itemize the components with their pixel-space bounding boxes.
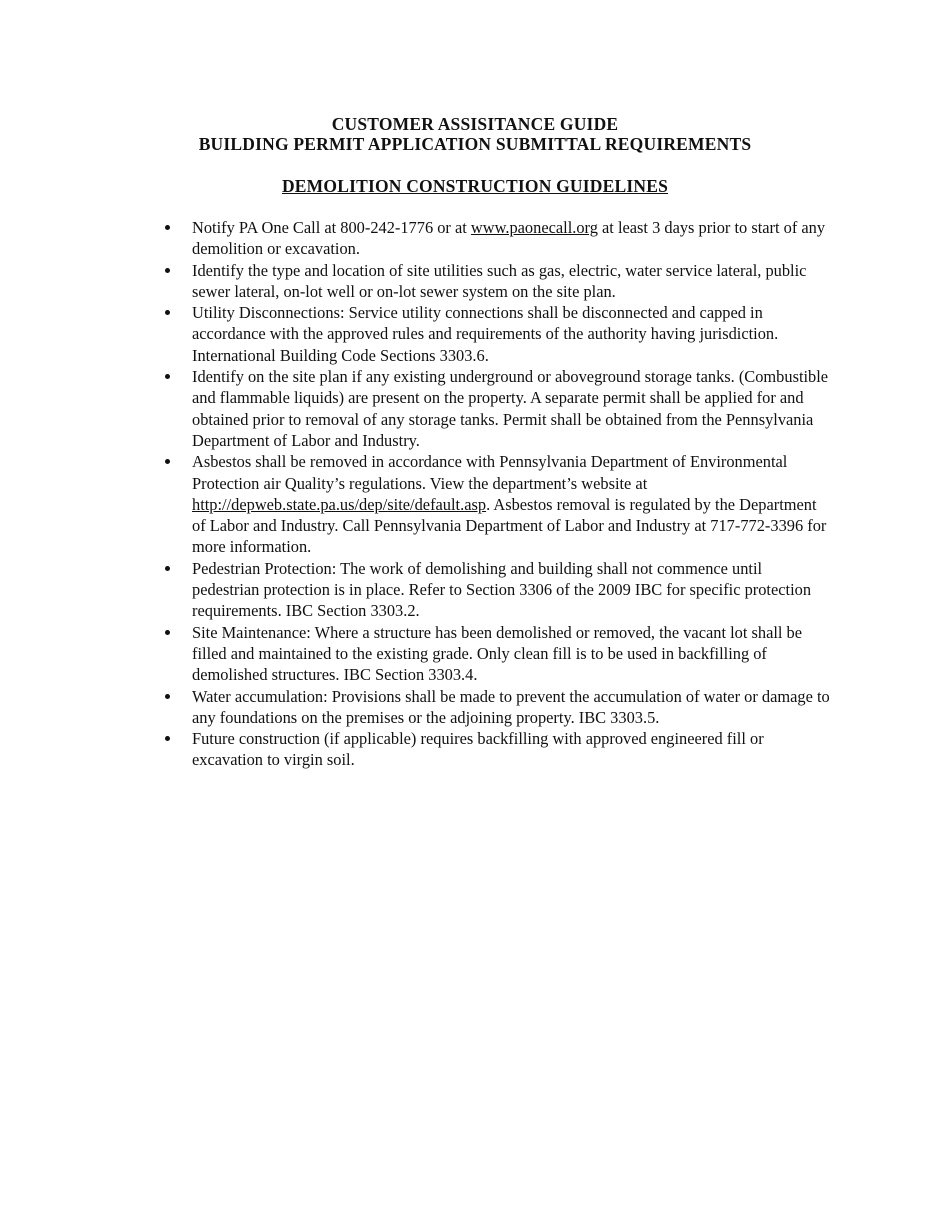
section-title: DEMOLITION CONSTRUCTION GUIDELINES: [281, 176, 669, 196]
guideline-item-5: [157, 451, 833, 557]
bullet-icon: [165, 310, 170, 315]
guideline-text: Identify on the site plan if any existing underground or aboveground storage tanks. (Combustible and flammable liquids) are present on the property. A separate permit shall be applied for and obtained prior to removal of any storage tanks. Permit shall be obtained from the Pennsylvania Department of Labor and Industry.: [192, 367, 829, 450]
bullet-icon: [165, 736, 170, 741]
guideline-text: Asbestos shall be removed in accordance with Pennsylvania Department of Environmental Protection air Quality’s regulations. View the department’s website at: [192, 452, 788, 493]
guidelines-list: [157, 217, 833, 771]
guideline-item-9: [157, 728, 833, 771]
guideline-text: Site Maintenance: Where a structure has been demolished or removed, the vacant lot shall be filled and maintained to the existing grade. Only clean fill is to be used in backfilling of demolished structures. IBC Section 3303.4.: [192, 622, 803, 685]
guideline-text: at least 3 days prior to start of any demolition or excavation.: [192, 218, 826, 259]
bullet-icon: [165, 694, 170, 699]
guideline-item-6: [157, 558, 833, 622]
guideline-item-2: [157, 260, 833, 303]
guideline-text: Water accumulation: Provisions shall be made to prevent the accumulation of water or damage to any foundations on the premises or the adjoining property. IBC 3303.5.: [192, 686, 830, 727]
bullet-icon: [165, 566, 170, 571]
guideline-item-7: [157, 622, 833, 686]
paonecall-link[interactable]: www.paonecall.org: [470, 218, 598, 237]
guideline-text: Future construction (if applicable) requires backfilling with approved engineered fill or excavation to virgin soil.: [192, 729, 764, 770]
guideline-item-4: [157, 366, 833, 451]
guideline-text: . Asbestos removal is regulated by the Department of Labor and Industry. Call Pennsylvania Department of Labor and Industry at 717-772-3396 for more information.: [192, 494, 827, 557]
bullet-icon: [165, 630, 170, 635]
bullet-icon: [165, 374, 170, 379]
guideline-text: Notify PA One Call at 800-242-1776 or at: [192, 218, 471, 237]
guideline-text: Utility Disconnections: Service utility connections shall be disconnected and capped in accordance with the approved rules and requirements of the authority having jurisdiction. International Building Code Sections 3303.6.: [192, 303, 779, 365]
guideline-item-1: [157, 217, 833, 260]
bullet-icon: [165, 459, 170, 464]
guideline-item-3: [157, 302, 833, 366]
bullet-icon: [165, 225, 170, 230]
document-title-line-1: CUSTOMER ASSISITANCE GUIDE: [331, 114, 619, 134]
depweb-link[interactable]: http://depweb.state.pa.us/dep/site/default.asp: [192, 494, 487, 514]
bullet-icon: [165, 268, 170, 273]
guideline-text: Identify the type and location of site utilities such as gas, electric, water service lateral, public sewer lateral, on-lot well or on-lot sewer system on the site plan.: [192, 260, 807, 301]
guideline-text: Pedestrian Protection: The work of demolishing and building shall not commence until pedestrian protection is in place. Refer to Section 3306 of the 2009 IBC for specific protection requirements. IBC Section 3303.2.: [192, 558, 812, 621]
guideline-item-8: [157, 686, 833, 729]
document-title-line-2: BUILDING PERMIT APPLICATION SUBMITTAL REQUIREMENTS: [198, 134, 752, 154]
